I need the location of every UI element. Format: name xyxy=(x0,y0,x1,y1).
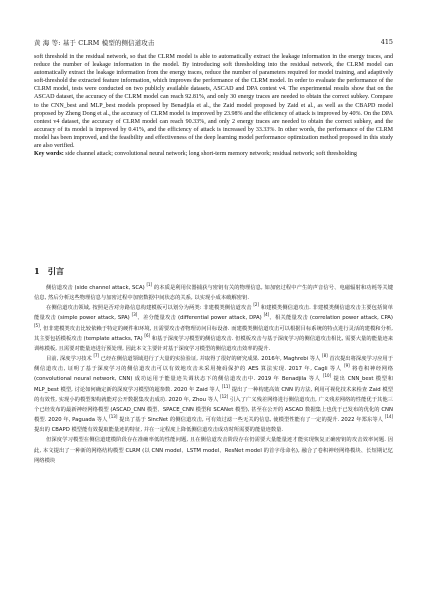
citation-ref: [10] xyxy=(322,373,332,379)
citation-ref: [12] xyxy=(220,393,229,399)
text-run: 提出的 CBAPD 模型能有效提取能量迹的特征, 并在一定程度上降低侧信道攻击成功时所需要的能量迹数量. xyxy=(34,427,284,434)
page-number: 415 xyxy=(380,38,393,46)
citation-ref: [5] xyxy=(34,322,40,328)
text-run: 首次提出将深度学习应用于侧信道攻击, 证明了基于深度学习的侧信道攻击可以有效地攻击未采用掩码保护的 AES 算法实现. 2017 年, Cagli 等人 xyxy=(34,356,393,373)
text-run: 提出了基于 SincNet 的侧信道攻击, 可有效过滤一些无关的信息, 使模型性能有了一定的提升. 2022 年郑东等人 xyxy=(117,417,385,424)
text-run: 和建模类侧信道攻击. 非建模类侧信道攻击主要包括简单能量攻击 (simple power attack, SPA) xyxy=(34,305,393,322)
text-run: 提出了一种构建高效 CNN 的方法, 利用可视化技术来检查 Zaid 模型的有效性, 实现小的模型架构就能对公开数据集攻击成功. 2020 年, Zhou 等人 xyxy=(34,386,393,403)
citation-ref: [7] xyxy=(93,353,100,359)
keywords-label: Key words: xyxy=(34,151,64,158)
section-number: 1 xyxy=(34,266,40,276)
keywords-line xyxy=(34,150,393,158)
section-title: 引言 xyxy=(47,266,65,276)
paragraph xyxy=(34,354,393,435)
running-head xyxy=(34,36,393,48)
citation-ref: [1] xyxy=(146,282,153,288)
citation-ref: [14] xyxy=(384,414,394,420)
citation-ref: [4] xyxy=(263,312,270,318)
citation-ref: [8] xyxy=(322,353,328,359)
text-run: 、差分能量攻击 (differential power attack, DPA) xyxy=(137,315,264,322)
paragraph xyxy=(34,283,393,303)
text-run: 但深度学习模型在侧信道建模阶段存在准确率低的性能问题, 且在侧信道攻击阶段存在仍需要大量能量迹才能实现恢复正确密钥的攻击效率问题. 因此, 本文提出了一种新的网络结构模型 CLRM (以 CNN model、LSTM model、ResNet model 的首字母命名), 融合了卷积神经网络模块、长短期记忆网络模块 xyxy=(34,437,393,464)
running-head-title: 黄 海 等: 基于 CLRM 模型的侧信道攻击 xyxy=(34,38,155,47)
text-run: 目前, 深度学习技术 xyxy=(46,356,94,363)
text-run: 引入了广义残差网络进行侧信道攻击, 广义残差网络的性能优于其他三个已经发布的最新神经网络模型 (ASCAD_CNN 模型、SPACE_CNN 模型和 SCANet 模型), 甚至在公开的 ASCAD 数据集上也优于已发布的优化的 CNN 模型. 2020 年, Paguada 等人 xyxy=(34,396,393,424)
text-run: 、相关能量攻击 (correlation power attack, CPA) xyxy=(269,315,394,322)
text-run: , 但非建模类攻击比较依赖于特定的硬件和环境, 且需要攻击者物理访问目标设备. 而建模类侧信道攻击可以根据目标系统的特点进行灵活的建模和分析, 其主要包括模板攻击 (template attacks, TA) xyxy=(34,325,393,342)
citation-ref: [3] xyxy=(131,312,138,318)
citation-ref: [2] xyxy=(253,302,260,308)
english-abstract xyxy=(34,53,393,158)
text-run: 和基于深度学习模型的侧信道攻击. 但模板攻击与基于深度学习的侧信道攻击相比, 需要大量的能量迹来训练模板, 且需要对能量迹进行预处理, 因此本文主要针对基于深度学习模型的侧信道攻击效率的提升. xyxy=(34,335,393,352)
text-run: 将卷积神经网络 (convolutional neural network, CNN) 成功运用于能量迹失调状态下的侧信道攻击中. 2019 年 Benadjila 等人 xyxy=(34,366,393,383)
citation-ref: [6] xyxy=(144,333,151,339)
text-run: 提出 CNN_best 模型和 MLP_best 模型, 讨论如何确定新的深度学习模型的超参数. 2020 年 Zaid 等人 xyxy=(34,376,393,393)
keywords-text: side channel attack; convolutional neural network; long short-term memory network; residual network; soft thresholding xyxy=(65,151,357,158)
citation-ref: [11] xyxy=(221,383,230,389)
paragraph xyxy=(34,435,393,465)
section-heading xyxy=(34,266,64,277)
text-run: 已经在侧信道领域进行了大量的实验验证, 并取得了很好的研究成果. 2016年, Maghrebi 等人 xyxy=(99,356,323,363)
citation-ref: [9] xyxy=(344,363,350,369)
text-run: 的本质是利用仪器捕获与密钥有关的物理信息, 如加密过程中产生的声音信号、电磁辐射和功耗等关键信息, 然后分析这些物理信息与加密过程中加密数据中间状态的关系, 以实现小成本破解密钥. xyxy=(34,285,393,302)
citation-ref: [13] xyxy=(109,414,118,420)
introduction-body xyxy=(34,283,393,466)
abstract-text: soft threshold in the residual network, so that the CLRM model is able to automatically extract the leakage information in the energy traces, and reduce the number of leakage information in the model. By introducing soft thresholding into the residual network, the CLRM model can automatically extract the leakage information from the energy traces, reduce the number of parameters required for model training, and adaptively soft-threshold the extracted feature information, which improves the performance of the CLRM model. In order to evaluate the performance of the CLRM model, tests were conducted on two publicly available datasets, ASCAD and DPA contest v4. The experimental results show that on the ASCAD dataset, the accuracy of the CLRM model can reach 92.81%, and only 30 energy traces are needed to obtain the correct subkey. Compare to the CNN_best and MLP_best models proposed by Benadjila et al., the Zaid model proposed by Zaid et al., as well as the CBAPD model proposed by Zheng Dong et al., the accuracy of CLRM model is improved by 23.98% and the efficiency of attack is improved by 40%. On the DPA contest v4 dataset, the accuracy of CLRM model can reach 90.33%, and only 2 energy traces are needed to obtain the correct subkey, and the accuracy of its model is improved by 0.41%, and the efficiency of attack is increased by 33.33%. In other words, the performance of the CLRM model has been improved, and the feasibility and effectiveness of the deep learning model performance optimization method proposed in this study are also verified. xyxy=(34,54,393,150)
text-run: 在侧信道攻击领域, 按照是否对旁路信息构建模板可以划分为两类: 非建模类侧信道攻击 xyxy=(46,305,254,312)
paragraph xyxy=(34,303,393,354)
text-run: 侧信道攻击 (side channel attack, SCA) xyxy=(46,285,147,291)
